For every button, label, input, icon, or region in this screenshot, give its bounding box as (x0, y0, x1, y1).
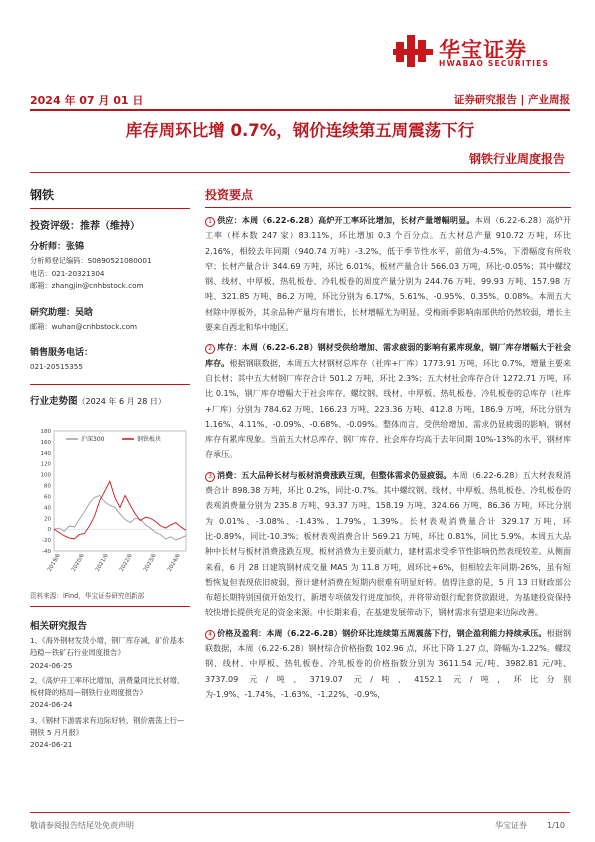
report-date: 2024 年 07 月 01 日 (30, 94, 144, 107)
related-report-date: 2024-06-21 (30, 740, 73, 750)
page-number: 1/10 (547, 821, 565, 830)
trend-title-text: 行业走势图 (30, 395, 78, 407)
footer-company: 华宝证券 (495, 821, 528, 830)
related-report-text: 2、《高炉开工率环比增加，消费量同比长材增、板材降的格局—钢铁行业周度报告》 (30, 675, 185, 698)
analyst-cert: 分析师登记编码：S0890521080001 (30, 256, 152, 265)
related-report-text: 3、《钢材下游需求有边际好转，钢价震荡上行—钢铁 5 月月报》 (30, 715, 185, 738)
y-tick-label: 160 (40, 439, 51, 446)
paragraph-consumption (205, 468, 571, 621)
number-circle-icon: 2 (205, 344, 215, 354)
sales-label: 销售服务电话： (30, 348, 94, 359)
legend-label: 沪深300 (81, 435, 105, 443)
section-divider (205, 207, 571, 208)
trend-date: （2024 年 6 月 28 日） (77, 396, 166, 406)
related-report-date: 2024-06-25 (30, 660, 73, 670)
title-divider (30, 172, 570, 173)
series-line-steel (54, 481, 186, 539)
sidebar (30, 186, 190, 752)
investment-highlights (205, 186, 571, 702)
related-report-3[interactable] (30, 715, 190, 752)
company-logo (393, 32, 563, 74)
y-tick-label: -20 (42, 538, 51, 545)
related-reports-title: 相关研究报告 (30, 620, 88, 632)
y-tick-label: 120 (40, 461, 51, 468)
footer-info (475, 820, 565, 831)
chart-source: 资料来源：iFind，华宝证券研究创新部 (30, 591, 145, 600)
trend-chart-title (30, 393, 190, 407)
y-tick-label: 0 (47, 527, 51, 534)
brand-name-en: HWABAO SECURITIES (439, 59, 550, 68)
page-subtitle: 钢铁行业周度报告 (468, 152, 565, 166)
analyst-email[interactable]: 邮箱：zhangjin@cnhbstock.com (30, 281, 144, 291)
y-tick-label: 180 (40, 428, 51, 435)
footer-divider (30, 812, 570, 813)
y-tick-label: 40 (44, 505, 51, 512)
logo-mark-icon (393, 32, 435, 70)
y-tick-label: 60 (44, 494, 51, 501)
paragraph-price (205, 626, 571, 702)
report-type: 证券研究报告 | 产业周报 (453, 94, 570, 106)
related-report-date: 2024-06-24 (30, 700, 73, 710)
series-line-hs300 (54, 495, 186, 540)
paragraph-supply (205, 213, 571, 335)
analyst-label: 分析师：张锦 (30, 242, 85, 252)
x-tick-label: 2024/6 (166, 552, 182, 573)
x-tick-label: 2022/6 (118, 552, 134, 573)
analyst-phone: 电话：021-20321304 (30, 268, 105, 278)
sidebar-divider (30, 384, 190, 385)
y-tick-label: -40 (42, 548, 51, 555)
assistant-label: 研究助理：吴晗 (30, 307, 94, 318)
trend-chart (30, 411, 190, 586)
x-tick-label: 2020/6 (70, 552, 86, 573)
paragraph-body: 根据钢联数据，本周五大材钢材总库存（社库+厂库）1773.91 万吨，环比 0.7%，增量主要来自长材；其中五大材钢厂库存合计 501.2 万吨，环比 2.3%；五大材社会库存合计 1272.71 万吨，环比 0.1%，钢厂库存增幅大于社会库存。螺纹钢、线材、中厚板、热轧板卷、冷轧板卷的总库存（社库+厂库）分别为 784.62 万吨、166.23 万吨、223.36 万吨、412.8 万吨、186.9 万吨，环比分别为 1.16%、4.11%、-0.09%、-0.68%、-0.09%。整体而言，受供给增加、需求仍显疲弱的影响，钢材库存有累库现象。当前五大材总库存、钢厂库存、社会库存均高于去年同期 10%-13%的水平，钢材库存承压。 (205, 358, 572, 460)
related-report-text: 1、《海外钢材发货小增，钢厂库存减，矿价基本趋稳—铁矿石行业周度报告》 (30, 635, 185, 658)
trend-chart-svg (30, 411, 190, 586)
paragraph-body: 本周（6.22-6.28）五大材表观消费合计 898.38 万吨，环比 0.2%，同比-0.7%。其中螺纹钢、线材、中厚板、热轧板卷、冷轧板卷的表观消费量分别为 235.8 万吨、93.37 万吨、158.19 万吨、324.66 万吨、86.36 万吨，环比分别为 0.01%、-3.08%、-1.43%、1.79%、1.39%。长材表观消费量合计 329.17 万吨，环比-0.89%，同比-10.3%；板材表观消费合计 569.21 万吨，环比 0.81%，同比 5.9%。本周五大品种中长材与板材消费涨跌互现，板材消费为主要贡献力，建材需求受季节性影响仍然表现较差。从侧面来看，6 月 28 日建筑钢材成交量 MA5 为 11.8 万吨，周环比+6%，但相较去年同期-26%，虽有短暂恢复但表现依旧疲弱，预计建材消费在短期内很难有明显好转。值得注意的是，5 月 13 日财政部公布超长期特别国债开始发行，新增专项债发行进度加快，并将带动银行配套贷款跟进，为基建投资保持较快增长提供充足的资金来源。中长期来看，在基建发展带动下，钢材需求有望迎来边际改善。 (205, 470, 571, 618)
page-title: 库存周环比增 0.7%，钢价连续第五周震荡下行 (125, 121, 475, 140)
related-report-2[interactable] (30, 675, 190, 712)
investment-rating: 投资评级：推荐（维持） (30, 221, 140, 232)
brand-name-cn: 华宝证券 (439, 38, 527, 62)
sector-name: 钢铁 (30, 188, 55, 202)
related-report-1[interactable] (30, 635, 190, 672)
assistant-email[interactable]: 邮箱：wuhan@cnhbstock.com (30, 321, 138, 331)
header-row (30, 92, 570, 108)
y-tick-label: 140 (40, 450, 51, 457)
number-circle-icon: 4 (205, 630, 215, 640)
paragraph-body: 本周（6.22-6.28）高炉开工率（样本数 247 家）83.11%，环比增加 0.3 个百分点。五大材总产量 910.72 万吨，环比 2.16%，相较去年同期（940.74 万吨）-3.2%，低于季节性水平，前值为-4.5%，下滑幅度有所收窄；长材产量合计 344.69 万吨，环比 6.01%，板材产量合计 566.03 万吨，环比-0.05%；其中螺纹钢、线材、中厚板、热轧板卷、冷轧板卷的周度产量分别为 244.76 万吨、99.93 万吨、157.98 万吨、321.85 万吨、86.2 万吨，环比分别为 6.17%、5.61%、-0.95%、0.35%、0.08%。本周五大材除中厚板外，其余品种产量均有增长，长材增幅尤为明显。受梅雨季影响南部供给仍然较弱，增长主要来自西北和华中地区。 (205, 216, 571, 333)
number-circle-icon: 1 (205, 217, 215, 227)
x-tick-label: 2021/6 (94, 552, 110, 573)
paragraph-lead: 供应：本周（6.22-6.28）高炉开工率环比增加，长材产量增幅明显。 (217, 216, 475, 225)
y-tick-label: 100 (40, 472, 51, 479)
header-divider (30, 109, 570, 111)
y-tick-label: 80 (44, 483, 51, 490)
paragraph-lead: 库存：本周（6.22-6.28）钢材受供给增加、需求疲弱的影响有累库现象，钢厂库存增幅大于社会库存。 (205, 343, 571, 368)
investment-heading: 投资要点 (205, 188, 254, 202)
x-tick-label: 2023/6 (142, 552, 158, 573)
paragraph-lead: 价格及盈利：本周（6.22-6.28）钢价环比连续第五周震荡下行，钢企盈利能力持续承压。 (217, 628, 547, 638)
paragraph-inventory (205, 340, 571, 462)
sidebar-divider (30, 208, 190, 209)
x-tick-label: 2019/6 (46, 552, 62, 573)
plot-frame (54, 431, 186, 551)
paragraph-lead: 消费：五大品种长材与板材消费涨跌互现，但整体需求仍显疲弱。 (217, 470, 452, 480)
footer-disclaimer[interactable]: 敬请参阅报告结尾处免责声明 (30, 821, 134, 830)
sidebar-divider (30, 606, 190, 607)
sales-phone: 021-20515355 (30, 362, 83, 372)
number-circle-icon: 3 (205, 472, 215, 482)
paragraph-body: 根据钢联数据，本周（6.22-6.28）钢材综合价格指数 102.96 点，环比下降 1.27 点，降幅为-1.22%。螺纹钢、线材、中厚板、热轧板卷、冷轧板卷的价格指数分别为 3611.54 元/吨、3982.81 元/吨、3737.09 元/吨、3719.07 元/吨、4152.1 元/吨，环比分别为-1.9%、-1.74%、-1.63%、-1.22%、-0.9%， (205, 628, 571, 699)
legend-label: 钢铁板块 (137, 435, 162, 443)
y-tick-label: 20 (44, 516, 51, 523)
